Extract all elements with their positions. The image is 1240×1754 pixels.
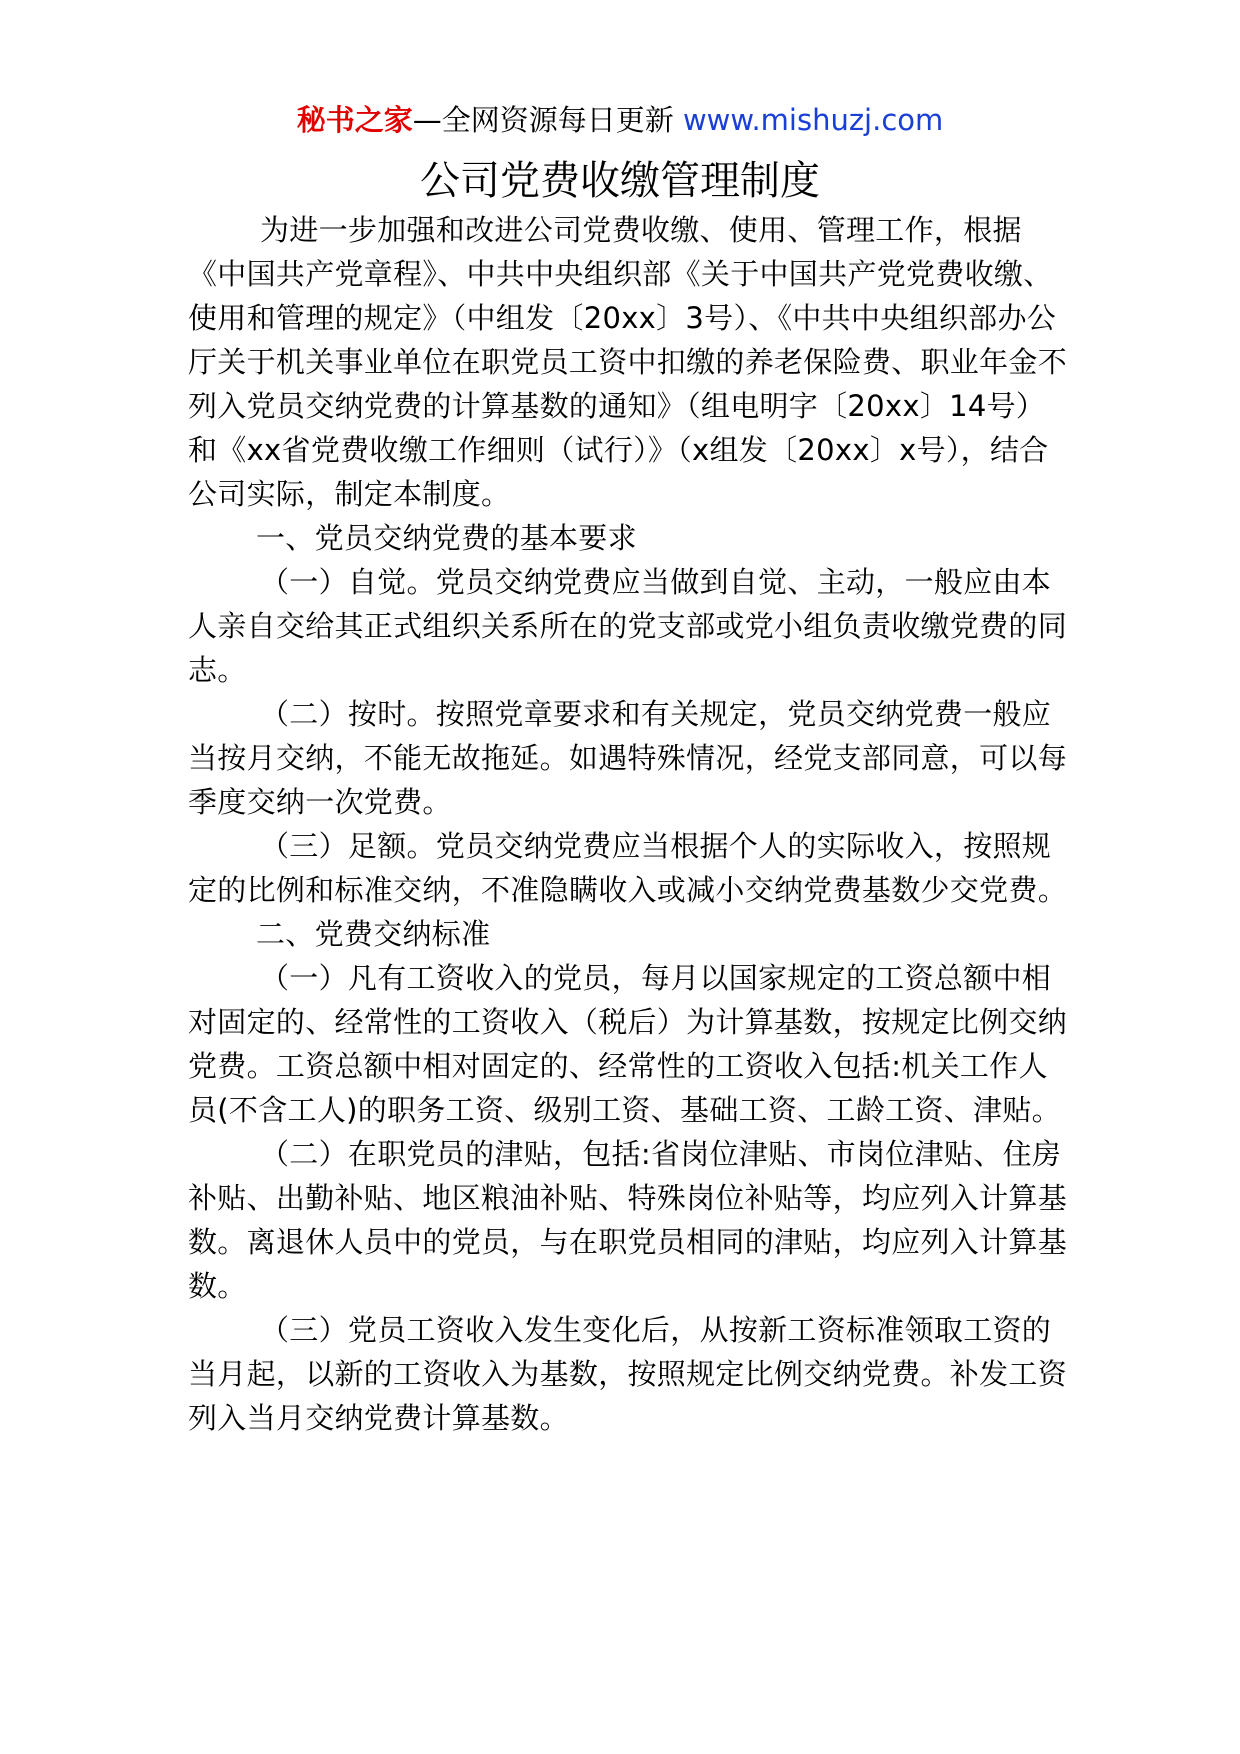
section-1-item-2: （二）按时。按照党章要求和有关规定，党员交纳党费一般应当按月交纳，不能无故拖延。如遇特殊情况，经党支部同意，可以每季度交纳一次党费。 (188, 697, 1068, 819)
section-2-item-1: （一）凡有工资收入的党员，每月以国家规定的工资总额中相对固定的、经常性的工资收入（税后）为计算基数，按规定比例交纳党费。工资总额中相对固定的、经常性的工资收入包括:机关工作人员(不含工人)的职务工资、级别工资、基础工资、工龄工资、津贴。 (188, 961, 1068, 1127)
section-2-heading: 二、党费交纳标准 (256, 917, 491, 951)
section-2-item-2: （二）在职党员的津贴，包括:省岗位津贴、市岗位津贴、住房补贴、出勤补贴、地区粮油补贴、特殊岗位补贴等，均应列入计算基数。离退休人员中的党员，与在职党员相同的津贴，均应列入计算基数。 (188, 1137, 1068, 1303)
document-body (188, 208, 1068, 1440)
section-1-item-1: （一）自觉。党员交纳党费应当做到自觉、主动，一般应由本人亲自交给其正式组织关系所在的党支部或党小组负责收缴党费的同志。 (188, 565, 1068, 687)
intro-paragraph: 为进一步加强和改进公司党费收缴、使用、管理工作，根据《中国共产党章程》、中共中央组织部《关于中国共产党党费收缴、使用和管理的规定》（中组发〔20xx〕3号）、《中共中央组织部办公厅关于机关事业单位在职党员工资中扣缴的养老保险费、职业年金不列入党员交纳党费的计算基数的通知》（组电明字〔20xx〕14号）和《xx省党费收缴工作细则（试行）》（x组发〔20xx〕x号），结合公司实际，制定本制度。 (188, 213, 1068, 511)
site-tagline: —全网资源每日更新 (412, 103, 683, 137)
brand-name: 秘书之家 (296, 103, 413, 137)
document-title: 公司党费收缴管理制度 (420, 158, 820, 204)
section-1-item-3: （三）足额。党员交纳党费应当根据个人的实际收入，按照规定的比例和标准交纳，不准隐瞒收入或减小交纳党费基数少交党费。 (188, 829, 1068, 907)
site-header (0, 100, 1240, 140)
section-1-heading: 一、党员交纳党费的基本要求 (256, 521, 637, 555)
site-url-link[interactable]: www.mishuzj.com (682, 103, 944, 137)
section-2-item-3: （三）党员工资收入发生变化后，从按新工资标准领取工资的当月起，以新的工资收入为基数，按照规定比例交纳党费。补发工资列入当月交纳党费计算基数。 (188, 1313, 1068, 1435)
